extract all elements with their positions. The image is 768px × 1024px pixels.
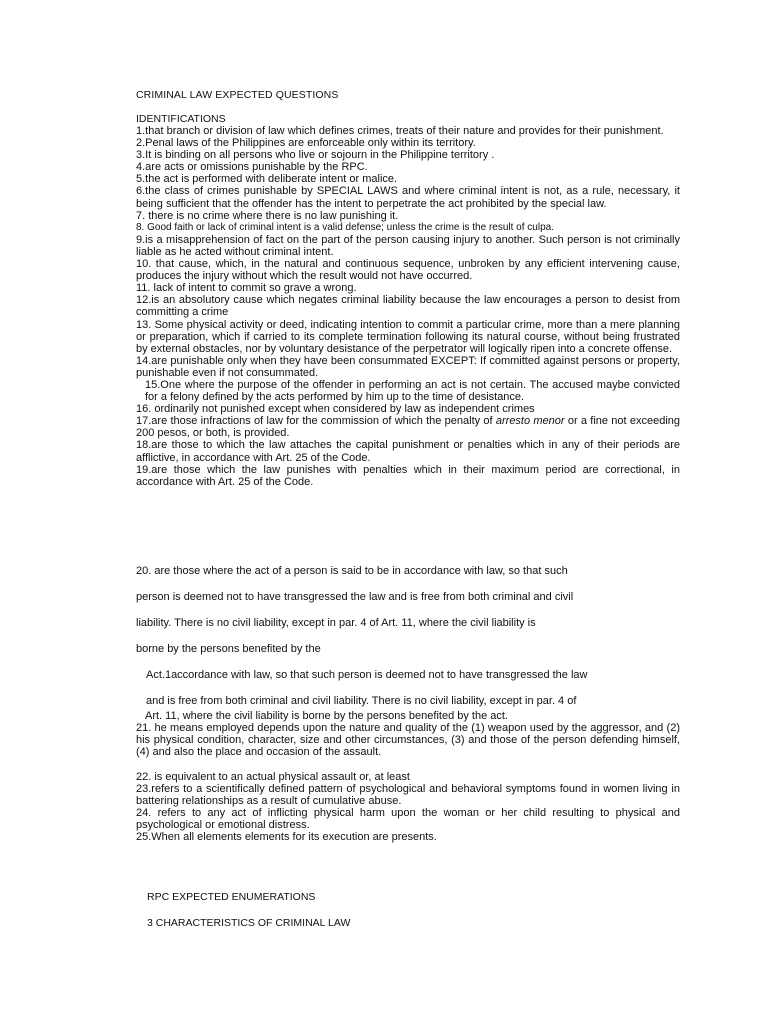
list-item: liability. There is no civil liability, except in par. 4 of Art. 11, where the civil liability is — [136, 617, 536, 629]
list-item: 8. Good faith or lack of criminal intent is a valid defense; unless the crime is the result of culpa. — [136, 221, 554, 233]
list-item: 25.When all elements elements for its execution are presents. — [136, 831, 437, 844]
list-item: 13. Some physical activity or deed, indicating intention to commit a particular crime, more than a mere planning or preparation, which if carried to its complete termination following its natural course, without being frustrated by external obstacles, nor by voluntary desistance of the perpetrator will logically ripen into a concrete offense. — [136, 318, 680, 355]
list-item: 7. there is no crime where there is no law punishing it. — [136, 209, 399, 222]
identifications-list — [136, 125, 680, 488]
list-item: 22. is equivalent to an actual physical assault or, at least — [136, 771, 410, 783]
list-item: and is free from both criminal and civil liability. There is no civil liability, except in par. 4 of — [146, 695, 577, 707]
list-item: 10. that cause, which, in the natural and continuous sequence, unbroken by any efficient intervening cause, produces the injury without which the result would not have occurred. — [136, 258, 680, 283]
item-20-block — [136, 558, 680, 714]
list-item: 20. are those where the act of a person is said to be in accordance with law, so that such — [136, 565, 568, 577]
document-title: CRIMINAL LAW EXPECTED QUESTIONS — [136, 89, 339, 101]
list-item: 21. he means employed depends upon the nature and quality of the (1) weapon used by the aggressor, and (2) his physical condition, character, size and other circumstances, (3) and those of the person defending himself, (4) and also the place and occasion of the assault. — [136, 722, 680, 759]
list-item: 2.Penal laws of the Philippines are enforceable only within its territory. — [136, 137, 476, 150]
list-item: borne by the persons benefited by the — [136, 643, 321, 655]
list-item: 6.the class of crimes punishable by SPECIAL LAWS and where criminal intent is not, as a rule, necessary, it being sufficient that the offender has the intent to perpetrate the act prohibited by the special law. — [136, 185, 680, 210]
list-item: 15.One where the purpose of the offender in performing an act is not certain. The accused maybe convicted for a felony defined by the acts performed by him up to the time of desistance. — [145, 378, 680, 404]
list-item: 12.is an absolutory cause which negates criminal liability because the law encourages a person to desist from committing a crime — [136, 294, 680, 319]
list-item: 14.are punishable only when they have been consummated EXCEPT: If committed against persons or property, punishable even if not consummated. — [136, 354, 680, 379]
list-item: 4.are acts or omissions punishable by the RPC. — [136, 161, 368, 174]
items-22-25-block — [136, 771, 680, 844]
item-17-emphasis: arresto menor — [495, 415, 565, 428]
list-item: 1.that branch or division of law which defines crimes, treats of their nature and provides for their punishment. — [136, 125, 664, 137]
list-item: Act.1accordance with law, so that such person is deemed not to have transgressed the law — [146, 669, 588, 681]
list-item: Art. 11, where the civil liability is borne by the persons benefited by the act. — [145, 710, 508, 722]
item-17-text: 17.are those infractions of law for the commission of which the penalty of — [136, 415, 496, 428]
item-21-block — [136, 710, 680, 758]
list-item: 19.are those which the law punishes with penalties which in their maximum period are correctional, in accordance with Art. 25 of the Code. — [136, 463, 680, 488]
characteristics-heading: 3 CHARACTERISTICS OF CRIMINAL LAW — [147, 917, 351, 929]
list-item: 16. ordinarily not punished except when considered by law as independent crimes — [136, 403, 535, 416]
item-17-text-end: or a fine not exceeding 200 pesos, or both, is provided. — [136, 415, 680, 440]
list-item: person is deemed not to have transgressed the law and is free from both criminal and civil — [136, 591, 574, 603]
list-item: 5.the act is performed with deliberate intent or malice. — [136, 173, 398, 186]
list-item: 23.refers to a scientifically defined pattern of psychological and behavioral symptoms found in women living in battering relationships as a result of cumulative abuse. — [136, 783, 680, 808]
enumerations-heading: RPC EXPECTED ENUMERATIONS — [147, 891, 316, 903]
list-item — [136, 415, 680, 439]
identifications-heading: IDENTIFICATIONS — [136, 113, 226, 125]
list-item: 9.is a misapprehension of fact on the part of the person causing injury to another. Such person is not criminally liable as he acted without criminal intent. — [136, 233, 680, 258]
list-item: 3.It is binding on all persons who live or sojourn in the Philippine territory . — [136, 149, 495, 162]
list-item: 11. lack of intent to commit so grave a wrong. — [136, 282, 357, 295]
list-item: 24. refers to any act of inflicting physical harm upon the woman or her child resulting to physical and psychological or emotional distress. — [136, 807, 680, 832]
list-item: 18.are those to which the law attaches the capital punishment or penalties which in any of their periods are afflictive, in accordance with Art. 25 of the Code. — [136, 439, 680, 464]
